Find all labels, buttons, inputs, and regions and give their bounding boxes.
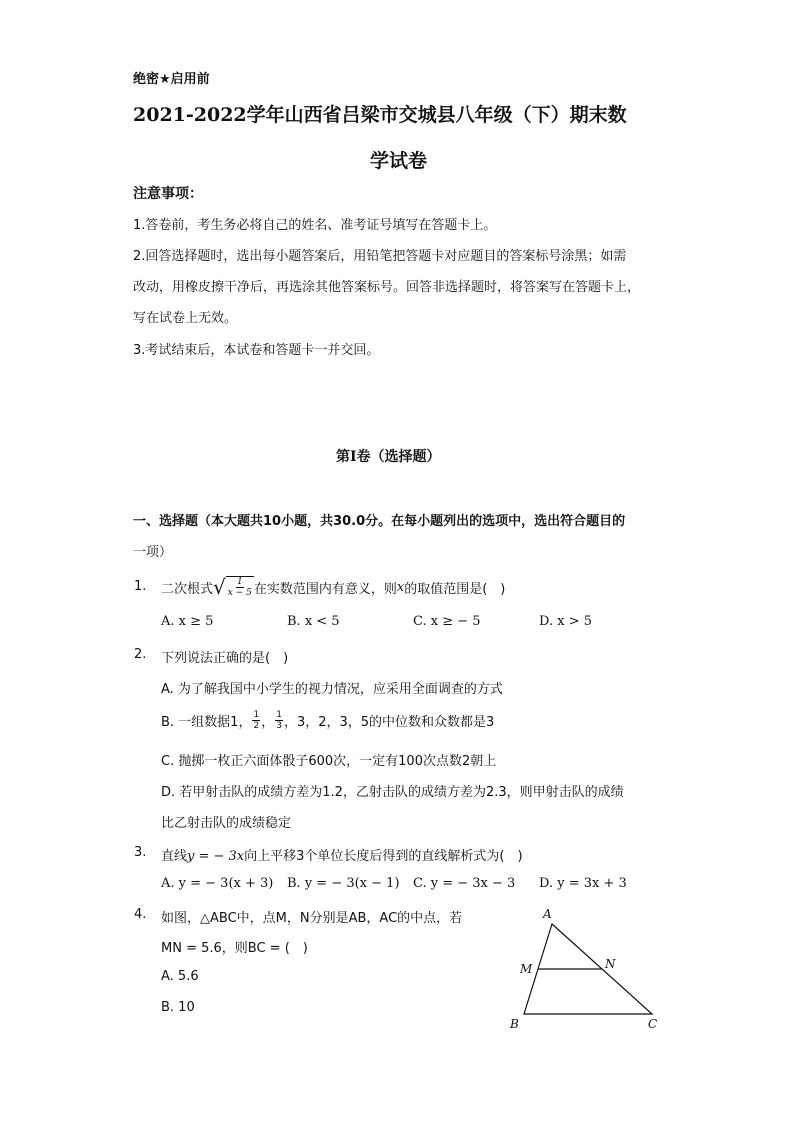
question-4-stem-line1: 如图，△ABC中，点M，N分别是AB，AC的中点，若: [161, 911, 463, 926]
question-1-option-c[interactable]: C. x ≥ − 5: [413, 614, 481, 629]
fraction-numerator: 1: [253, 709, 260, 720]
question-2-option-d-line2: 比乙射击队的成绩稳定: [161, 816, 292, 831]
question-1-option-d[interactable]: D. x > 5: [539, 614, 592, 629]
notice-item-2-line1: 2.回答选择题时，选出每小题答案后，用铅笔把答题卡对应题目的答案标号涂黑；如需: [133, 249, 627, 264]
radical-sign-icon: √: [213, 575, 226, 599]
fraction-one-half: [252, 710, 260, 731]
question-2-number: 2.: [134, 647, 147, 662]
triangle-figure: [500, 902, 670, 1034]
fraction-numerator: 1: [236, 577, 243, 587]
section-title: 第Ⅰ卷（选择题）: [336, 449, 441, 465]
notice-item-2-line2: 改动，用橡皮擦干净后，再选涂其他答案标号。回答非选择题时，将答案写在答题卡上，: [133, 280, 641, 295]
point-label-m: M: [520, 962, 533, 976]
question-1-option-a[interactable]: A. x ≥ 5: [161, 614, 214, 629]
question-3-stem: [161, 845, 523, 864]
question-4-option-a[interactable]: A. 5.6: [161, 969, 199, 984]
question-3-stem-pre: 直线: [161, 849, 188, 864]
question-2-option-b[interactable]: [161, 706, 494, 734]
fraction-numerator: 1: [276, 709, 282, 720]
question-1-variable: x: [396, 579, 405, 595]
question-3-option-d[interactable]: D. y = 3x + 3: [539, 876, 627, 891]
question-1-stem-pre: 二次根式: [161, 581, 214, 597]
question-1-stem-post: 的取值范围是( ): [404, 581, 506, 597]
fraction-denominator: x − 5: [227, 588, 252, 598]
notice-item-3: 3.考试结束后，本试卷和答题卡一并交回。: [133, 343, 380, 358]
notice-heading: 注意事项：: [133, 186, 203, 202]
question-3-stem-post: 向上平移3个单位长度后得到的直线解析式为( ): [244, 849, 523, 864]
question-2-option-d-line1[interactable]: D. 若甲射击队的成绩方差为1.2，乙射击队的成绩方差为2.3，则甲射击队的成绩: [161, 785, 624, 800]
exam-title-line2: 学试卷: [370, 150, 428, 172]
radicand: [226, 576, 254, 598]
question-2-option-a[interactable]: A. 为了解我国中小学生的视力情况，应采用全面调查的方式: [161, 682, 503, 697]
section-heading-line2: 一项）: [133, 545, 173, 560]
section-heading-line1: 一、选择题（本大题共10小题，共30.0分。在每小题列出的选项中，选出符合题目的: [133, 514, 626, 529]
question-1-stem-mid: 在实数范围内有意义，则: [253, 581, 397, 597]
question-3-number: 3.: [134, 845, 147, 860]
question-2-option-c[interactable]: C. 抛掷一枚正六面体骰子600次，一定有100次点数2朝上: [161, 754, 497, 769]
fraction-denominator: 2: [253, 720, 260, 731]
secret-label: 绝密★启用前: [133, 72, 210, 87]
question-2-option-b-pre: B. 一组数据1，: [161, 714, 252, 730]
fraction-one-third: [275, 710, 283, 731]
question-4-stem-line2: MN = 5.6，则BC = ( ): [161, 941, 308, 956]
question-3-option-c[interactable]: C. y = − 3x − 3: [413, 876, 516, 891]
fraction-denominator: 3: [276, 720, 282, 731]
question-2-option-b-post: ，3，2，3，5的中位数和众数都是3: [283, 714, 495, 730]
notice-item-1: 1.答卷前，考生务必将自己的姓名、准考证号填写在答题卡上。: [133, 218, 497, 233]
question-1-number: 1.: [134, 579, 147, 594]
vertex-label-a: A: [543, 907, 552, 921]
exam-title-line1: 2021-2022学年山西省吕梁市交城县八年级（下）期末数: [133, 104, 627, 126]
radicand-fraction: [227, 577, 253, 598]
question-1-stem: [161, 569, 505, 605]
vertex-label-b: B: [510, 1017, 519, 1031]
question-3-equation: y = − 3x: [187, 849, 245, 864]
question-2-stem: 下列说法正确的是( ): [161, 651, 289, 666]
question-4-option-b[interactable]: B. 10: [161, 1000, 195, 1015]
notice-item-2-line3: 写在试卷上无效。: [133, 311, 238, 326]
vertex-label-c: C: [648, 1017, 658, 1031]
point-label-n: N: [605, 957, 616, 971]
question-1-option-b[interactable]: B. x < 5: [287, 614, 340, 629]
question-4-number: 4.: [134, 907, 147, 922]
question-3-option-b[interactable]: B. y = − 3(x − 1): [287, 876, 400, 891]
sqrt-expression: [213, 576, 254, 598]
question-2-option-b-sep: ，: [261, 714, 275, 730]
question-3-option-a[interactable]: A. y = − 3(x + 3): [161, 876, 274, 891]
